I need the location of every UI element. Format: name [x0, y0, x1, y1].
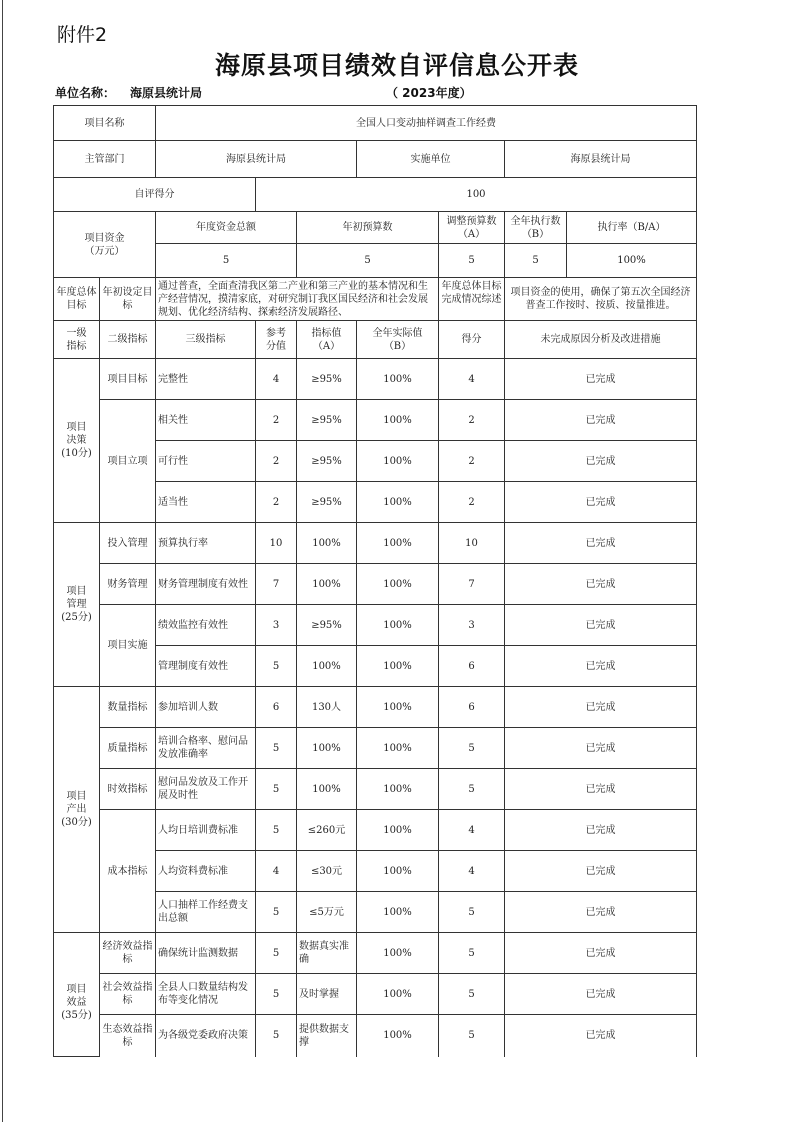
row-target: 100%	[297, 564, 357, 605]
sub-timeliness: 时效指标	[100, 769, 156, 810]
row-score: 10	[439, 523, 505, 564]
row-target: ≥95%	[297, 482, 357, 523]
row-note: 已完成	[505, 441, 697, 482]
row-actual: 100%	[357, 646, 439, 687]
row-ref: 5	[256, 1015, 297, 1057]
dept-value: 海原县统计局	[156, 141, 357, 178]
group-decision: 项目 决策 (10分)	[54, 359, 100, 523]
row-target: 数据真实准确	[297, 933, 357, 974]
col-level3: 三级指标	[156, 321, 256, 359]
row-ref: 5	[256, 646, 297, 687]
sub-ecological: 生态效益指标	[100, 1015, 156, 1057]
funds-adjusted-value: 5	[439, 244, 505, 278]
row-ref: 2	[256, 441, 297, 482]
col-target: 指标值 （A）	[297, 321, 357, 359]
sub-project-approval: 项目立项	[100, 400, 156, 523]
unit-label: 单位名称：	[55, 86, 116, 100]
col-ref-score: 参考 分值	[256, 321, 297, 359]
funds-total-header: 年度资金总额	[156, 212, 297, 244]
sub-input-management: 投入管理	[100, 523, 156, 564]
row-name: 人均资料费标准	[156, 851, 256, 892]
row-ref: 5	[256, 933, 297, 974]
row-name: 绩效监控有效性	[156, 605, 256, 646]
row-score: 5	[439, 728, 505, 769]
row-target: ≤5万元	[297, 892, 357, 933]
row-actual: 100%	[357, 687, 439, 728]
row-note: 已完成	[505, 728, 697, 769]
row-actual: 100%	[357, 851, 439, 892]
row-name: 完整性	[156, 359, 256, 400]
funds-total-value: 5	[156, 244, 297, 278]
row-note: 已完成	[505, 482, 697, 523]
project-name-value: 全国人口变动抽样调查工作经费	[156, 106, 697, 141]
row-actual: 100%	[357, 523, 439, 564]
row-score: 4	[439, 359, 505, 400]
funds-initial-header: 年初预算数	[297, 212, 439, 244]
impl-label: 实施单位	[357, 141, 505, 178]
funds-exec-header: 全年执行数 （B）	[505, 212, 567, 244]
row-name: 参加培训人数	[156, 687, 256, 728]
row-note: 已完成	[505, 359, 697, 400]
row-note: 已完成	[505, 646, 697, 687]
row-target: ≤260元	[297, 810, 357, 851]
row-name: 适当性	[156, 482, 256, 523]
row-note: 已完成	[505, 400, 697, 441]
score-label: 自评得分	[54, 178, 256, 212]
funds-rate-header: 执行率（B/A）	[567, 212, 697, 244]
row-note: 已完成	[505, 1015, 697, 1057]
row-target: 100%	[297, 728, 357, 769]
row-name: 人均日培训费标准	[156, 810, 256, 851]
funds-adjusted-header: 调整预算数 （A）	[439, 212, 505, 244]
group-output: 项目 产出 (30分)	[54, 687, 100, 933]
row-name: 全县人口数量结构发布等变化情况	[156, 974, 256, 1015]
row-note: 已完成	[505, 605, 697, 646]
row-name: 管理制度有效性	[156, 646, 256, 687]
col-score: 得分	[439, 321, 505, 359]
row-name: 培训合格率、慰问品发放准确率	[156, 728, 256, 769]
row-actual: 100%	[357, 564, 439, 605]
row-score: 7	[439, 564, 505, 605]
row-score: 2	[439, 400, 505, 441]
row-target: 100%	[297, 523, 357, 564]
row-ref: 5	[256, 769, 297, 810]
row-actual: 100%	[357, 974, 439, 1015]
row-note: 已完成	[505, 851, 697, 892]
row-name: 可行性	[156, 441, 256, 482]
row-target: ≥95%	[297, 359, 357, 400]
row-actual: 100%	[357, 810, 439, 851]
row-target: ≥95%	[297, 605, 357, 646]
sub-economic: 经济效益指标	[100, 933, 156, 974]
goals-initial-text	[156, 278, 439, 321]
row-note: 已完成	[505, 769, 697, 810]
row-score: 5	[439, 1015, 505, 1057]
col-level1: 一级 指标	[54, 321, 100, 359]
row-ref: 4	[256, 359, 297, 400]
row-actual: 100%	[357, 892, 439, 933]
row-ref: 5	[256, 810, 297, 851]
row-target: 100%	[297, 769, 357, 810]
sub-social: 社会效益指标	[100, 974, 156, 1015]
row-target: ≥95%	[297, 441, 357, 482]
row-ref: 2	[256, 400, 297, 441]
row-ref: 5	[256, 728, 297, 769]
goals-initial-text-body: 通过普查，全面查清我区第二产业和第三产业的基本情况和生产经营情况，摸清家底，对研究制订我区国民经济和社会发展规划、优化经济结构、探索经济发展路径、	[158, 280, 428, 318]
row-note: 已完成	[505, 933, 697, 974]
row-target: ≤30元	[297, 851, 357, 892]
row-name: 慰问品发放及工作开展及时性	[156, 769, 256, 810]
row-score: 6	[439, 646, 505, 687]
row-note: 已完成	[505, 687, 697, 728]
row-target: 130人	[297, 687, 357, 728]
group-benefit	[54, 933, 100, 1057]
row-score: 5	[439, 892, 505, 933]
col-reason: 未完成原因分析及改进措施	[505, 321, 697, 359]
dept-label: 主管部门	[54, 141, 156, 178]
row-actual: 100%	[357, 605, 439, 646]
row-ref: 5	[256, 892, 297, 933]
attachment-label: 附件2	[57, 24, 108, 46]
row-score: 2	[439, 441, 505, 482]
sub-project-implementation: 项目实施	[100, 605, 156, 687]
row-ref: 10	[256, 523, 297, 564]
sub-finance-management: 财务管理	[100, 564, 156, 605]
row-actual: 100%	[357, 482, 439, 523]
goals-initial-label: 年初设定目标	[100, 278, 156, 321]
row-target: 及时掌握	[297, 974, 357, 1015]
impl-value: 海原县统计局	[505, 141, 697, 178]
row-score: 5	[439, 974, 505, 1015]
row-actual: 100%	[357, 1015, 439, 1057]
funds-exec-value: 5	[505, 244, 567, 278]
row-target: 100%	[297, 646, 357, 687]
goals-label: 年度总体目标	[54, 278, 100, 321]
row-target: 提供数据支撑	[297, 1015, 357, 1057]
row-actual: 100%	[357, 441, 439, 482]
goals-done-label-text: 年度总体目标完成情况综述	[441, 280, 502, 305]
sub-quantity: 数量指标	[100, 687, 156, 728]
row-ref: 3	[256, 605, 297, 646]
score-value: 100	[256, 178, 697, 212]
row-score: 6	[439, 687, 505, 728]
report-year: （ 2023年度）	[386, 86, 472, 100]
performance-table	[53, 105, 697, 1057]
sub-project-goal: 项目目标	[100, 359, 156, 400]
funds-label: 项目资金 （万元）	[54, 212, 156, 278]
goals-done-text: 项目资金的使用，确保了第五次全国经济普查工作按时、按质、按量推进。	[505, 278, 697, 321]
row-score: 5	[439, 769, 505, 810]
row-ref: 4	[256, 851, 297, 892]
row-note: 已完成	[505, 974, 697, 1015]
col-level2: 二级指标	[100, 321, 156, 359]
row-score: 4	[439, 851, 505, 892]
row-actual: 100%	[357, 359, 439, 400]
row-actual: 100%	[357, 769, 439, 810]
row-name: 预算执行率	[156, 523, 256, 564]
row-score: 5	[439, 933, 505, 974]
col-actual: 全年实际值 （B）	[357, 321, 439, 359]
row-ref: 2	[256, 482, 297, 523]
page-edge	[2, 0, 3, 1122]
row-note: 已完成	[505, 810, 697, 851]
group-management: 项目 管理 (25分)	[54, 523, 100, 687]
sub-cost: 成本指标	[100, 810, 156, 933]
sub-quality: 质量指标	[100, 728, 156, 769]
row-target: ≥95%	[297, 400, 357, 441]
funds-initial-value: 5	[297, 244, 439, 278]
project-name-label: 项目名称	[54, 106, 156, 141]
row-ref: 6	[256, 687, 297, 728]
row-actual: 100%	[357, 728, 439, 769]
funds-rate-value: 100%	[567, 244, 697, 278]
goals-done-label	[439, 278, 505, 321]
row-ref: 7	[256, 564, 297, 605]
row-actual: 100%	[357, 933, 439, 974]
row-name: 人口抽样工作经费支出总额	[156, 892, 256, 933]
row-note: 已完成	[505, 523, 697, 564]
unit-name: 海原县统计局	[130, 86, 203, 100]
row-name: 确保统计监测数据	[156, 933, 256, 974]
row-name: 财务管理制度有效性	[156, 564, 256, 605]
row-score: 3	[439, 605, 505, 646]
row-ref: 5	[256, 974, 297, 1015]
row-name: 为各级党委政府决策	[156, 1015, 256, 1057]
row-note: 已完成	[505, 892, 697, 933]
row-score: 2	[439, 482, 505, 523]
row-name: 相关性	[156, 400, 256, 441]
group-benefit-text: 项目 效益 (35分)	[61, 984, 92, 1021]
row-score: 4	[439, 810, 505, 851]
row-actual: 100%	[357, 400, 439, 441]
row-note: 已完成	[505, 564, 697, 605]
page-title: 海原县项目绩效自评信息公开表	[214, 51, 579, 80]
